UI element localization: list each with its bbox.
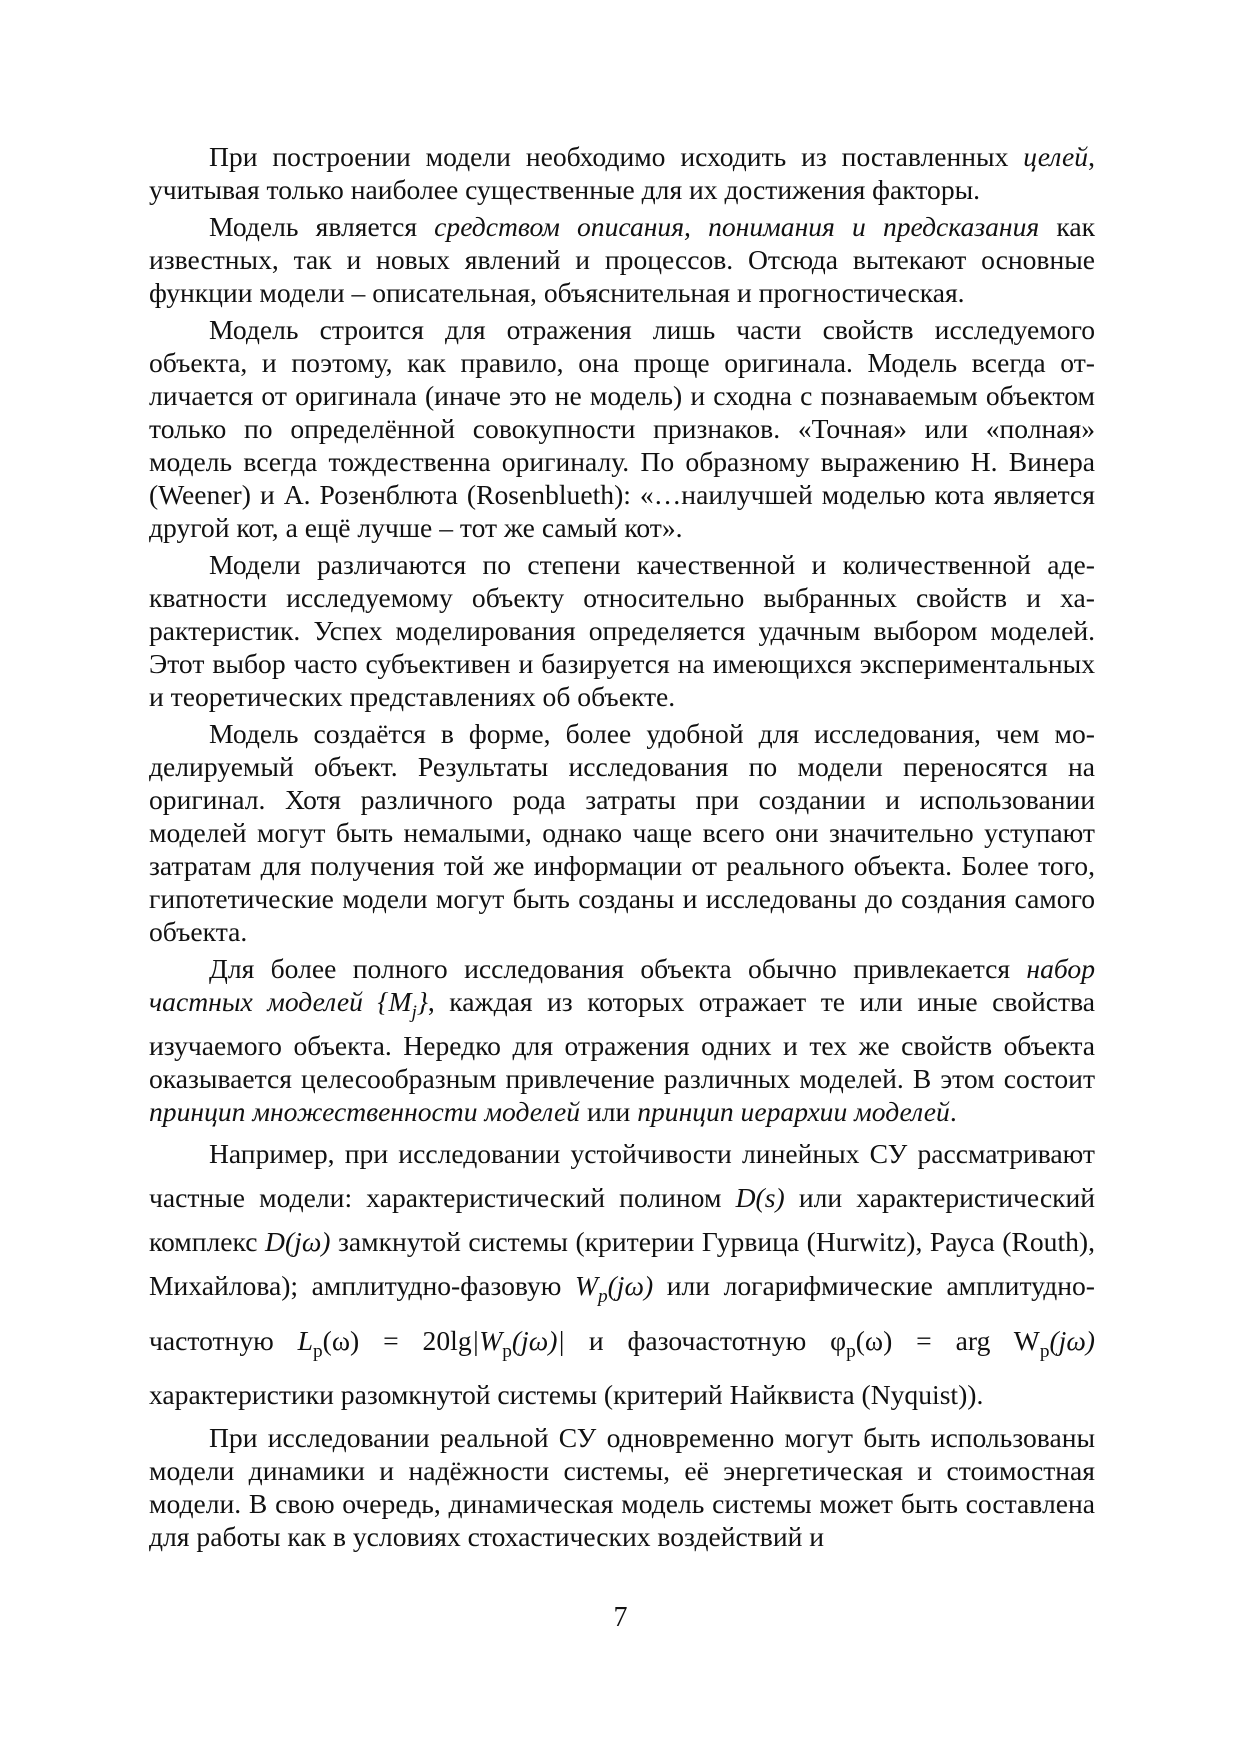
formula-wp: $W_р(j\omega)$ <box>574 1269 654 1307</box>
paragraph-3: Модель строится для отражения лишь части свойств исследуемого объекта, и поэтому, как правило, она проще оригинала. Модель всегда отличается от оригинала (иначе это не модель) и сходна с познаваемым объектом только по определённой совокупности признаков. «Точная» или «полная» модель всегда тождественна оригиналу. По образному выражению Н. Винера (Weener) и А. Розенблюта (Rosenblueth): «…наилучшей моделью кота является другой кот, а ещё лучше – тот же самый кот». <box>149 314 1095 543</box>
paragraph-5: Модель создаётся в форме, более удобной для исследования, чем моделируемый объект. Результаты исследования по модели переносятся на оригинал. Хотя различного рода затраты при создании и использовании моделей могут быть немалыми, однако чаще всего они значительно уступают затратам для получения той же информации от реального объекта. Более того, гипотетические модели могут быть созданы и исследованы до создания самого объекта. <box>149 718 1095 947</box>
page-number: 7 <box>613 1602 628 1633</box>
italic-term: целей <box>1023 141 1089 172</box>
paragraph-1: При построении модели необходимо исходить из поставленных целей, учитывая только наиболее существенные для их достижения факторы. <box>149 141 1095 205</box>
document-page <box>149 140 1095 1553</box>
italic-term: средством описания, понимания и предсказания <box>434 211 1040 242</box>
italic-term: принцип множественности моделей <box>149 1095 581 1127</box>
paragraph-7: Например, при исследовании устойчивости линейных СУ рассматривают частные модели: характеристический полином D(s) или характеристический комплекс D(jω) замкнутой системы (критерии Гурвица (Hurwitz), Рауса (Routh), Михайлова); амплитудно-фазовую $W_р(j\omega)$ или логарифмические амплитудно-частотную $L_р(\omega) = 20\lg|W_р(j\omega)|$ и фазочастотную $\varphi_р(\omega)$ = arg $W_р(j\omega)$ характеристики разомкнутой системы (критерий Найквиста (Nyquist)). <box>149 1137 1096 1411</box>
italic-term: принцип иерархии моделей <box>637 1095 950 1127</box>
formula-phip: $\varphi_р(\omega)$ = arg $W_р(j\omega)$ <box>830 1324 1095 1362</box>
paragraph-6: Для более полного исследования объекта обычно привлекается набор частных моделей $\{M_j\}$, каждая из которых отражает те или иные свойства изучаемого объекта. Нередко для отражения одних и тех же свойств объекта оказывается целесообразным привлечение различных моделей. В этом состоит принцип множественности моделей или принцип иерархии моделей. <box>149 953 1096 1127</box>
paragraph-8: При исследовании реальной СУ одновременно могут быть использованы модели динамики и надёжности системы, её энергетическая и стоимостная модели. В свою очередь, динамическая модель системы может быть составлена для работы как в условиях стохастических воздействий и <box>149 1422 1095 1553</box>
formula-mj: $\{M_j\}$ <box>377 986 428 1023</box>
formula-lp: $L_р(\omega) = 20\lg|W_р(j\omega)|$ <box>297 1324 565 1362</box>
formula-ds: D(s) <box>735 1181 785 1213</box>
formula-djw: D(jω) <box>265 1225 331 1257</box>
paragraph-2: Модель является средством описания, понимания и предсказания как известных, так и новых явлений и процессов. Отсюда вытекают основные функции модели – описательная, объяснительная и прогностическая. <box>149 211 1095 308</box>
paragraph-4: Модели различаются по степени качественной и количественной адекватности исследуемому объекту относительно выбранных свойств и характеристик. Успех моделирования определяется удачным выбором моделей. Этот выбор часто субъективен и базируется на имеющихся экспериментальных и теоретических представлениях об объекте. <box>149 549 1095 712</box>
italic-term: набор частных моделей <box>149 953 1095 1017</box>
